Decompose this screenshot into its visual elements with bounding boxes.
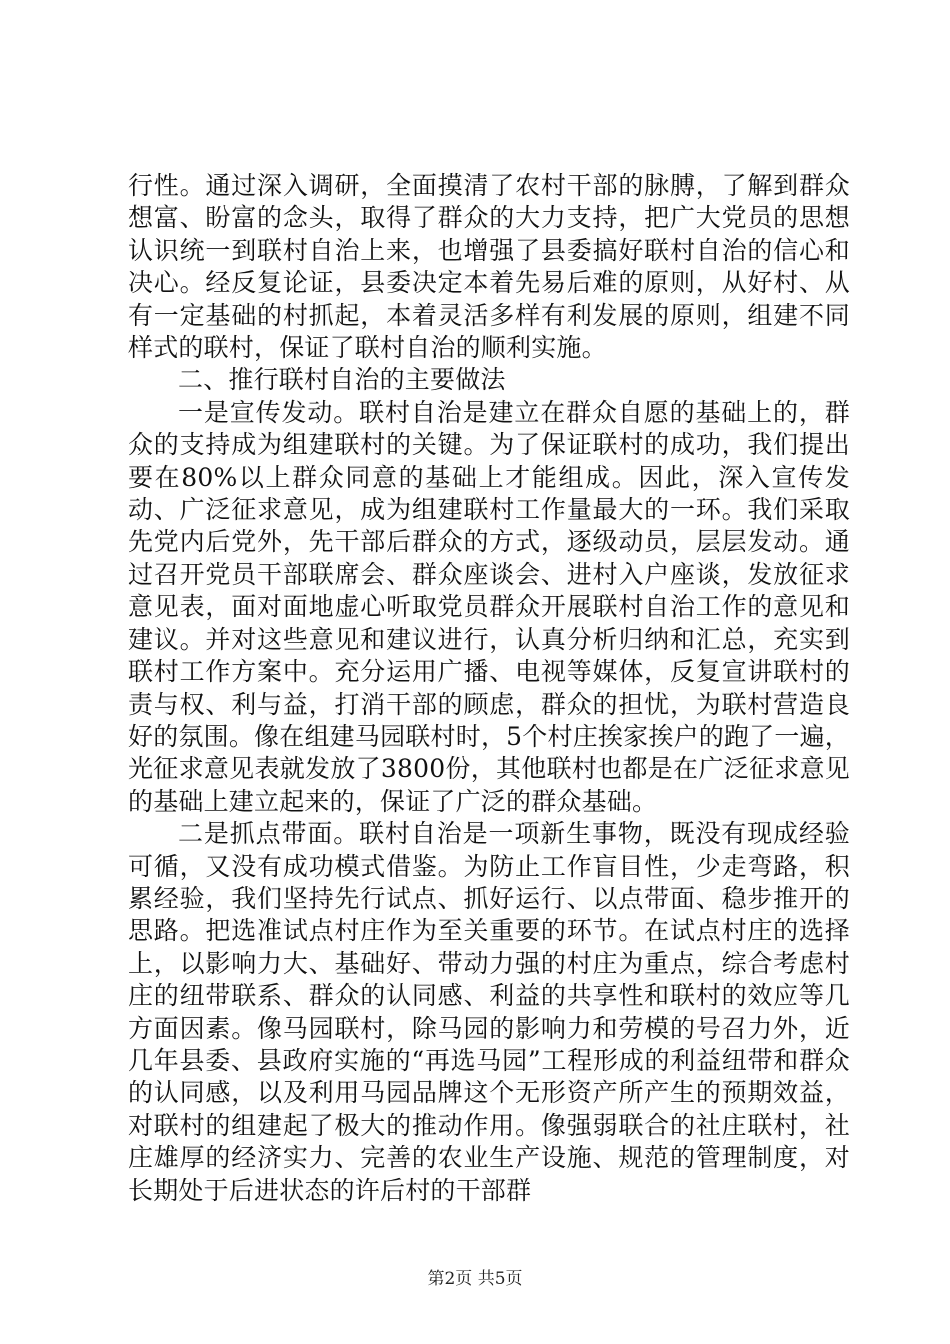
paragraph-publicity: 一是宣传发动。联村自治是建立在群众自愿的基础上的，群众的支持成为组建联村的关键。为了保证联村的成功，我们提出要在80%以上群众同意的基础上才能组成。因此，深入宣传发动、广泛征求意见，成为组建联村工作量最大的一环。我们采取先党内后党外，先干部后群众的方式，逐级动员，层层发动。通过召开党员干部联席会、群众座谈会、进村入户座谈，发放征求意见表，面对面地虚心听取党员群众开展联村自治工作的意见和建议。并对这些意见和建议进行，认真分析归纳和汇总，充实到联村工作方案中。充分运用广播、电视等媒体，反复宣讲联村的责与权、利与益，打消干部的顾虑，群众的担忧，为联村营造良好的氛围。像在组建马园联村时，5个村庄挨家挨户的跑了一遍，光征求意见表就发放了3800份，其他联村也都是在广泛征求意见的基础上建立起来的，保证了广泛的群众基础。 [128, 397, 850, 816]
document-body [128, 170, 850, 1207]
paragraph-continuation: 行性。通过深入调研，全面摸清了农村干部的脉膊，了解到群众想富、盼富的念头，取得了群众的大力支持，把广大党员的思想认识统一到联村自治上来，也增强了县委搞好联村自治的信心和决心。经反复论证，县委决定本着先易后难的原则，从好村、从有一定基础的村抓起，本着灵活多样有利发展的原则，组建不同样式的联村，保证了联村自治的顺利实施。 [128, 171, 850, 363]
page-number: 第2页 共5页 [427, 1269, 523, 1289]
paragraph-pilot: 二是抓点带面。联村自治是一项新生事物，既没有现成经验可循，又没有成功模式借鉴。为防止工作盲目性，少走弯路，积累经验，我们坚持先行试点、抓好运行、以点带面、稳步推开的思路。把选准试点村庄作为至关重要的环节。在试点村庄的选择上，以影响力大、基础好、带动力强的村庄为重点，综合考虑村庄的纽带联系、群众的认同感、利益的共享性和联村的效应等几方面因素。像马园联村，除马园的影响力和劳模的号召力外，近几年县委、县政府实施的“再选马园”工程形成的利益纽带和群众的认同感，以及利用马园品牌这个无形资产所产生的预期效益，对联村的组建起了极大的推动作用。像强弱联合的社庄联村，社庄雄厚的经济实力、完善的农业生产设施、规范的管理制度，对长期处于后进状态的许后村的干部群 [128, 819, 850, 1205]
section-heading: 二、推行联村自治的主要做法 [178, 365, 506, 395]
